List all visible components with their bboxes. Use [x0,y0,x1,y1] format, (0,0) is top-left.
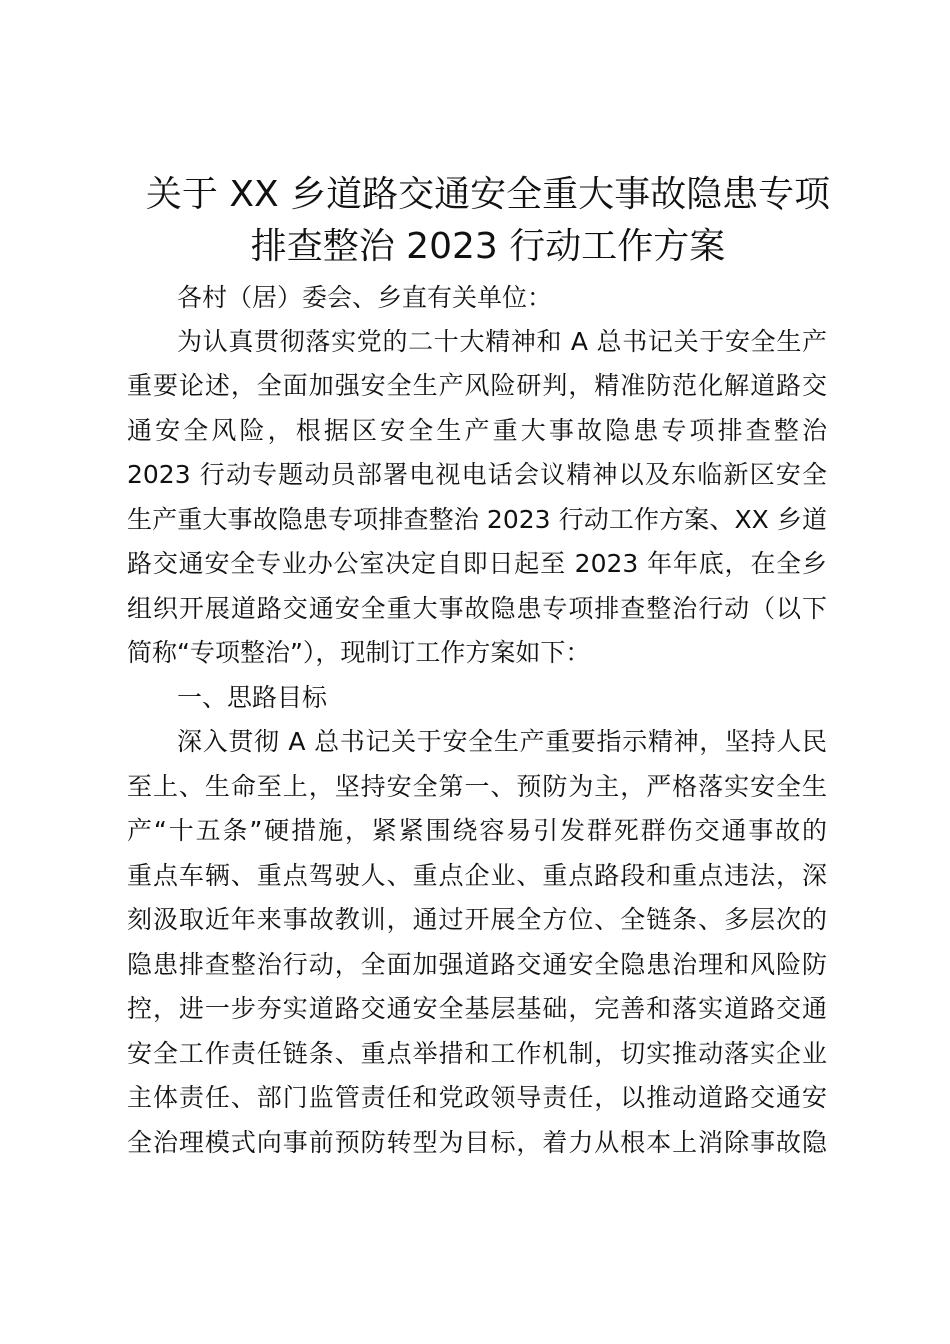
paragraph-1-line: 路交通安全专业办公室决定自即日起至 2023 年年底，在全乡 [127,549,827,578]
salutation: 各村（居）委会、乡直有关单位： [177,283,553,312]
paragraph-2-line: 刻汲取近年来事故教训，通过开展全方位、全链条、多层次的 [127,905,827,934]
section-heading-1: 一、思路目标 [177,683,328,712]
paragraph-2-line: 深入贯彻 A 总书记关于安全生产重要指示精神，坚持人民 [177,727,827,756]
paragraph-1-line: 生产重大事故隐患专项排查整治 2023 行动工作方案、XX 乡道 [127,505,827,534]
paragraph-2-line: 安全工作责任链条、重点举措和工作机制，切实推动落实企业 [127,1039,827,1068]
paragraph-2-line: 全治理模式向事前预防转型为目标，着力从根本上消除事故隐 [127,1128,827,1157]
paragraph-1-line: 重要论述，全面加强安全生产风险研判，精准防范化解道路交 [127,371,827,400]
paragraph-1-line: 为认真贯彻落实党的二十大精神和 A 总书记关于安全生产 [177,327,827,356]
document-title-line-2: 排查整治 2023 行动工作方案 [250,226,726,267]
paragraph-1-line: 组织开展道路交通安全重大事故隐患专项排查整治行动（以下 [127,594,827,623]
paragraph-2-line: 控，进一步夯实道路交通安全基层基础，完善和落实道路交通 [127,994,827,1023]
document-title-line-1: 关于 XX 乡道路交通安全重大事故隐患专项 [145,174,831,215]
paragraph-1-line: 2023 行动专题动员部署电视电话会议精神以及东临新区安全 [127,460,827,489]
paragraph-1-line: 简称“专项整治”），现制订工作方案如下： [127,638,591,667]
paragraph-2-line: 产“十五条”硬措施，紧紧围绕容易引发群死群伤交通事故的 [127,816,827,845]
paragraph-2-line: 主体责任、部门监管责任和党政领导责任，以推动道路交通安 [127,1083,827,1112]
paragraph-2-line: 隐患排查整治行动，全面加强道路交通安全隐患治理和风险防 [127,950,827,979]
paragraph-2-line: 至上、生命至上，坚持安全第一、预防为主，严格落实安全生 [127,772,827,801]
paragraph-1-line: 通安全风险，根据区安全生产重大事故隐患专项排查整治 [127,416,827,445]
paragraph-2-line: 重点车辆、重点驾驶人、重点企业、重点路段和重点违法，深 [127,861,827,890]
